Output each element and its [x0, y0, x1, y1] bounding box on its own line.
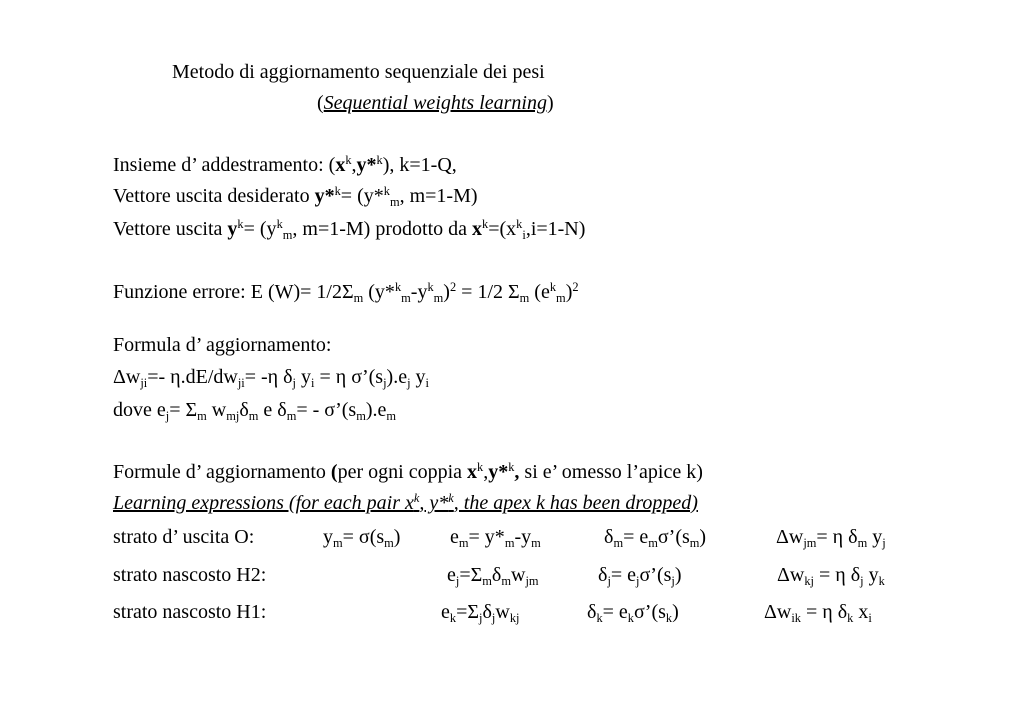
formula-token: kj	[804, 573, 814, 588]
formula-token: k	[427, 280, 434, 295]
formula-token: k	[627, 610, 634, 625]
formula-token: i	[868, 610, 872, 625]
title-line-2	[317, 93, 554, 113]
formula-token: k	[276, 217, 283, 232]
formula-token: i	[522, 227, 526, 242]
formula-token: m	[458, 535, 469, 550]
formula-token: ,i=1-N)	[525, 218, 586, 240]
formula-token: y	[410, 366, 426, 388]
formula-token: k	[847, 610, 854, 625]
formula-token: = - σ’(s	[296, 399, 357, 421]
formula-token: y*	[356, 154, 377, 176]
h2-delta	[598, 564, 682, 588]
formula-token: m	[556, 290, 566, 305]
formula-token: )	[699, 526, 707, 548]
formula-token: = e	[610, 564, 637, 586]
formula-token: j	[860, 573, 864, 588]
formula-token: =Σ	[459, 564, 483, 586]
formula-token: strato d’ uscita O:	[113, 526, 255, 548]
formula-token: = (y	[243, 218, 277, 240]
formula-token: σ’(s	[639, 564, 672, 586]
formula-token: m	[248, 408, 259, 423]
formula-token: i	[311, 375, 315, 390]
formula-token: ,	[351, 154, 357, 176]
formula-token: m	[384, 535, 394, 550]
formula-token: x	[472, 218, 482, 240]
formula-token: = 1/2 Σ	[456, 281, 520, 303]
update-formula-line	[113, 366, 429, 390]
formula-token: j	[165, 408, 170, 423]
formula-token: δ	[587, 601, 597, 623]
formula-token: jm	[803, 535, 817, 550]
formula-token: m	[648, 535, 658, 550]
formula-token: , the apex k has been dropped)	[453, 492, 698, 514]
formula-token: Δw	[777, 564, 805, 586]
formula-token: dove e	[113, 399, 166, 421]
formula-token: Δw	[776, 526, 804, 548]
formula-token: e	[447, 564, 456, 586]
formula-token: m	[353, 290, 364, 305]
formula-token: m	[386, 408, 397, 423]
formula-token: k	[549, 280, 557, 295]
formula-token: j	[671, 573, 675, 588]
formula-token: w	[206, 399, 227, 421]
formula-token: si e’ omesso l’apice k)	[519, 461, 703, 483]
formula-token: δ	[482, 601, 492, 623]
formula-token: y	[323, 526, 333, 548]
formula-token: = y*	[468, 526, 505, 548]
formula-token: Funzione errore: E (W)= 1/2Σ	[113, 281, 354, 303]
formula-token: k	[413, 491, 420, 506]
formula-token: = σ(s	[342, 526, 385, 548]
formula-token: k	[345, 153, 352, 168]
formula-token: (y*	[363, 281, 395, 303]
formula-token: m	[356, 408, 366, 423]
formula-token: = η δ	[800, 601, 848, 623]
formula-token: e δ	[258, 399, 287, 421]
formula-token: δ	[604, 526, 614, 548]
formula-token: w	[510, 564, 526, 586]
formula-token: )	[565, 281, 573, 303]
formulas-heading-it	[113, 462, 703, 482]
formula-token: δ	[598, 564, 608, 586]
formula-token: = -η δ	[244, 366, 293, 388]
h2-weight-update	[777, 564, 885, 588]
formula-token: δ	[239, 399, 249, 421]
formulas-heading-en	[113, 493, 698, 513]
formula-token: m	[389, 194, 400, 209]
formula-token: e	[441, 601, 450, 623]
formula-token: ,	[483, 461, 489, 483]
formula-token: m	[482, 573, 492, 588]
formula-token: m	[286, 408, 297, 423]
formula-token: x	[853, 601, 869, 623]
formula-token: i	[425, 375, 429, 390]
formula-token: = e	[623, 526, 649, 548]
paren-close: )	[546, 92, 554, 114]
formula-token: , m=1-M) prodotto da	[292, 218, 472, 240]
formula-token: k	[878, 573, 885, 588]
title-english: Sequential weights learning	[323, 92, 547, 114]
formula-token: k	[516, 217, 523, 232]
formula-token: k	[394, 280, 402, 295]
formula-token: -y	[514, 526, 532, 548]
formula-token: strato nascosto H1:	[113, 601, 267, 623]
formula-token: k	[376, 153, 383, 168]
formula-token: k	[334, 184, 341, 199]
formula-token: j	[407, 375, 411, 390]
formula-token: = Σ	[169, 399, 198, 421]
formula-token: ).e	[386, 366, 408, 388]
formula-token: = η δ	[813, 564, 861, 586]
formula-token: mj	[226, 408, 240, 423]
formula-token: k	[665, 610, 673, 625]
formula-token: )	[672, 601, 679, 623]
formula-token: jm	[525, 573, 539, 588]
formula-token: k	[482, 217, 489, 232]
formula-token: j	[636, 573, 640, 588]
formula-token: m	[531, 535, 541, 550]
output-delta	[604, 526, 707, 550]
formula-token: k	[449, 610, 457, 625]
formula-token: σ’(s	[657, 526, 690, 548]
paren-open: (	[317, 92, 324, 114]
formula-token: =(x	[488, 218, 517, 240]
formula-token: =- η.dE/dw	[147, 366, 238, 388]
hidden-layer-h2-label	[113, 565, 266, 585]
formula-token: m	[689, 535, 700, 550]
formula-token: 2	[572, 280, 579, 295]
output-vector-line	[113, 217, 586, 242]
formula-token: m	[433, 290, 444, 305]
h1-error	[441, 601, 520, 625]
formula-token: y	[863, 564, 879, 586]
formula-token: =Σ	[456, 601, 480, 623]
formula-token: k	[383, 184, 390, 199]
update-where-line	[113, 399, 397, 423]
formula-token: m	[282, 227, 293, 242]
formula-token: y	[867, 526, 883, 548]
formula-token: ik	[791, 610, 801, 625]
formula-token: (e	[529, 281, 550, 303]
formula-token: σ’(s	[634, 601, 666, 623]
output-error	[450, 526, 541, 550]
formula-token: per ogni coppia	[337, 461, 467, 483]
training-set-line	[113, 155, 457, 175]
formula-token: m	[504, 535, 515, 550]
formula-token: , y*	[419, 492, 449, 514]
formula-token: = η σ’(s	[314, 366, 384, 388]
formula-token: j	[383, 375, 387, 390]
formula-token: k	[508, 460, 515, 475]
h1-delta	[587, 601, 679, 625]
output-weight-update	[776, 526, 886, 550]
formula-token: m	[333, 535, 343, 550]
formula-token: k	[448, 491, 454, 506]
formula-token: Δw	[113, 366, 141, 388]
formula-token: ).e	[365, 399, 387, 421]
formula-token: ), k=1-Q,	[382, 154, 457, 176]
formula-token: x	[335, 154, 346, 176]
formula-token: m	[197, 408, 207, 423]
formula-token: y	[296, 366, 311, 388]
formula-token: = e	[602, 601, 628, 623]
formula-token: δ	[491, 564, 502, 586]
formula-token: Vettore uscita desiderato	[113, 185, 315, 207]
formula-token: , m=1-M)	[399, 185, 478, 207]
formula-token: ji	[140, 375, 148, 390]
formula-token: kj	[509, 610, 520, 625]
formula-token: y	[227, 218, 238, 240]
formula-token: = (y*	[340, 185, 384, 207]
formula-token: j	[479, 610, 483, 625]
formula-token: )	[393, 526, 401, 548]
formula-token: Formula d’ aggiornamento:	[113, 334, 332, 356]
formula-token: Formule d’ aggiornamento	[113, 461, 331, 483]
desired-output-line	[113, 184, 478, 209]
h1-weight-update	[764, 601, 872, 625]
formula-token: y*	[488, 461, 509, 483]
formula-token: m	[501, 573, 511, 588]
hidden-layer-h1-label	[113, 602, 266, 622]
formula-token: e	[450, 526, 459, 548]
formula-token: k	[596, 610, 603, 625]
formula-token: Insieme d’ addestramento: (	[113, 154, 336, 176]
h2-error	[447, 564, 539, 588]
title-text: Metodo di aggiornamento sequenziale dei pesi	[172, 61, 545, 83]
formula-token: strato nascosto H2:	[113, 564, 267, 586]
formula-token: m	[613, 535, 624, 550]
formula-token: -y	[410, 281, 428, 303]
formula-token: x	[467, 461, 477, 483]
formula-token: ji	[237, 375, 245, 390]
formula-token: k	[477, 460, 484, 475]
formula-token: Vettore uscita	[113, 218, 228, 240]
formula-token: 2	[449, 280, 457, 295]
formula-token: = η δ	[816, 526, 858, 548]
formula-token: j	[292, 375, 296, 390]
formula-token: j	[607, 573, 611, 588]
formula-token: )	[674, 564, 682, 586]
formula-token: m	[519, 290, 530, 305]
formula-token: y*	[314, 185, 335, 207]
output-activation	[323, 526, 401, 550]
formula-token: k	[237, 217, 244, 232]
formula-token: m	[401, 290, 411, 305]
error-function-line	[113, 280, 579, 305]
formula-token: )	[443, 281, 450, 303]
formula-token: (	[330, 461, 338, 483]
formula-token: Δw	[764, 601, 792, 623]
formula-token: ,	[514, 461, 520, 483]
title-line-1	[172, 62, 545, 82]
formula-token: j	[882, 535, 886, 550]
update-heading	[113, 335, 331, 355]
formula-token: j	[455, 573, 460, 588]
formula-token: Learning expressions (for each pair x	[113, 492, 414, 514]
formula-token: j	[491, 610, 496, 625]
formula-token: w	[495, 601, 510, 623]
output-layer-label	[113, 527, 254, 547]
formula-token: m	[857, 535, 868, 550]
